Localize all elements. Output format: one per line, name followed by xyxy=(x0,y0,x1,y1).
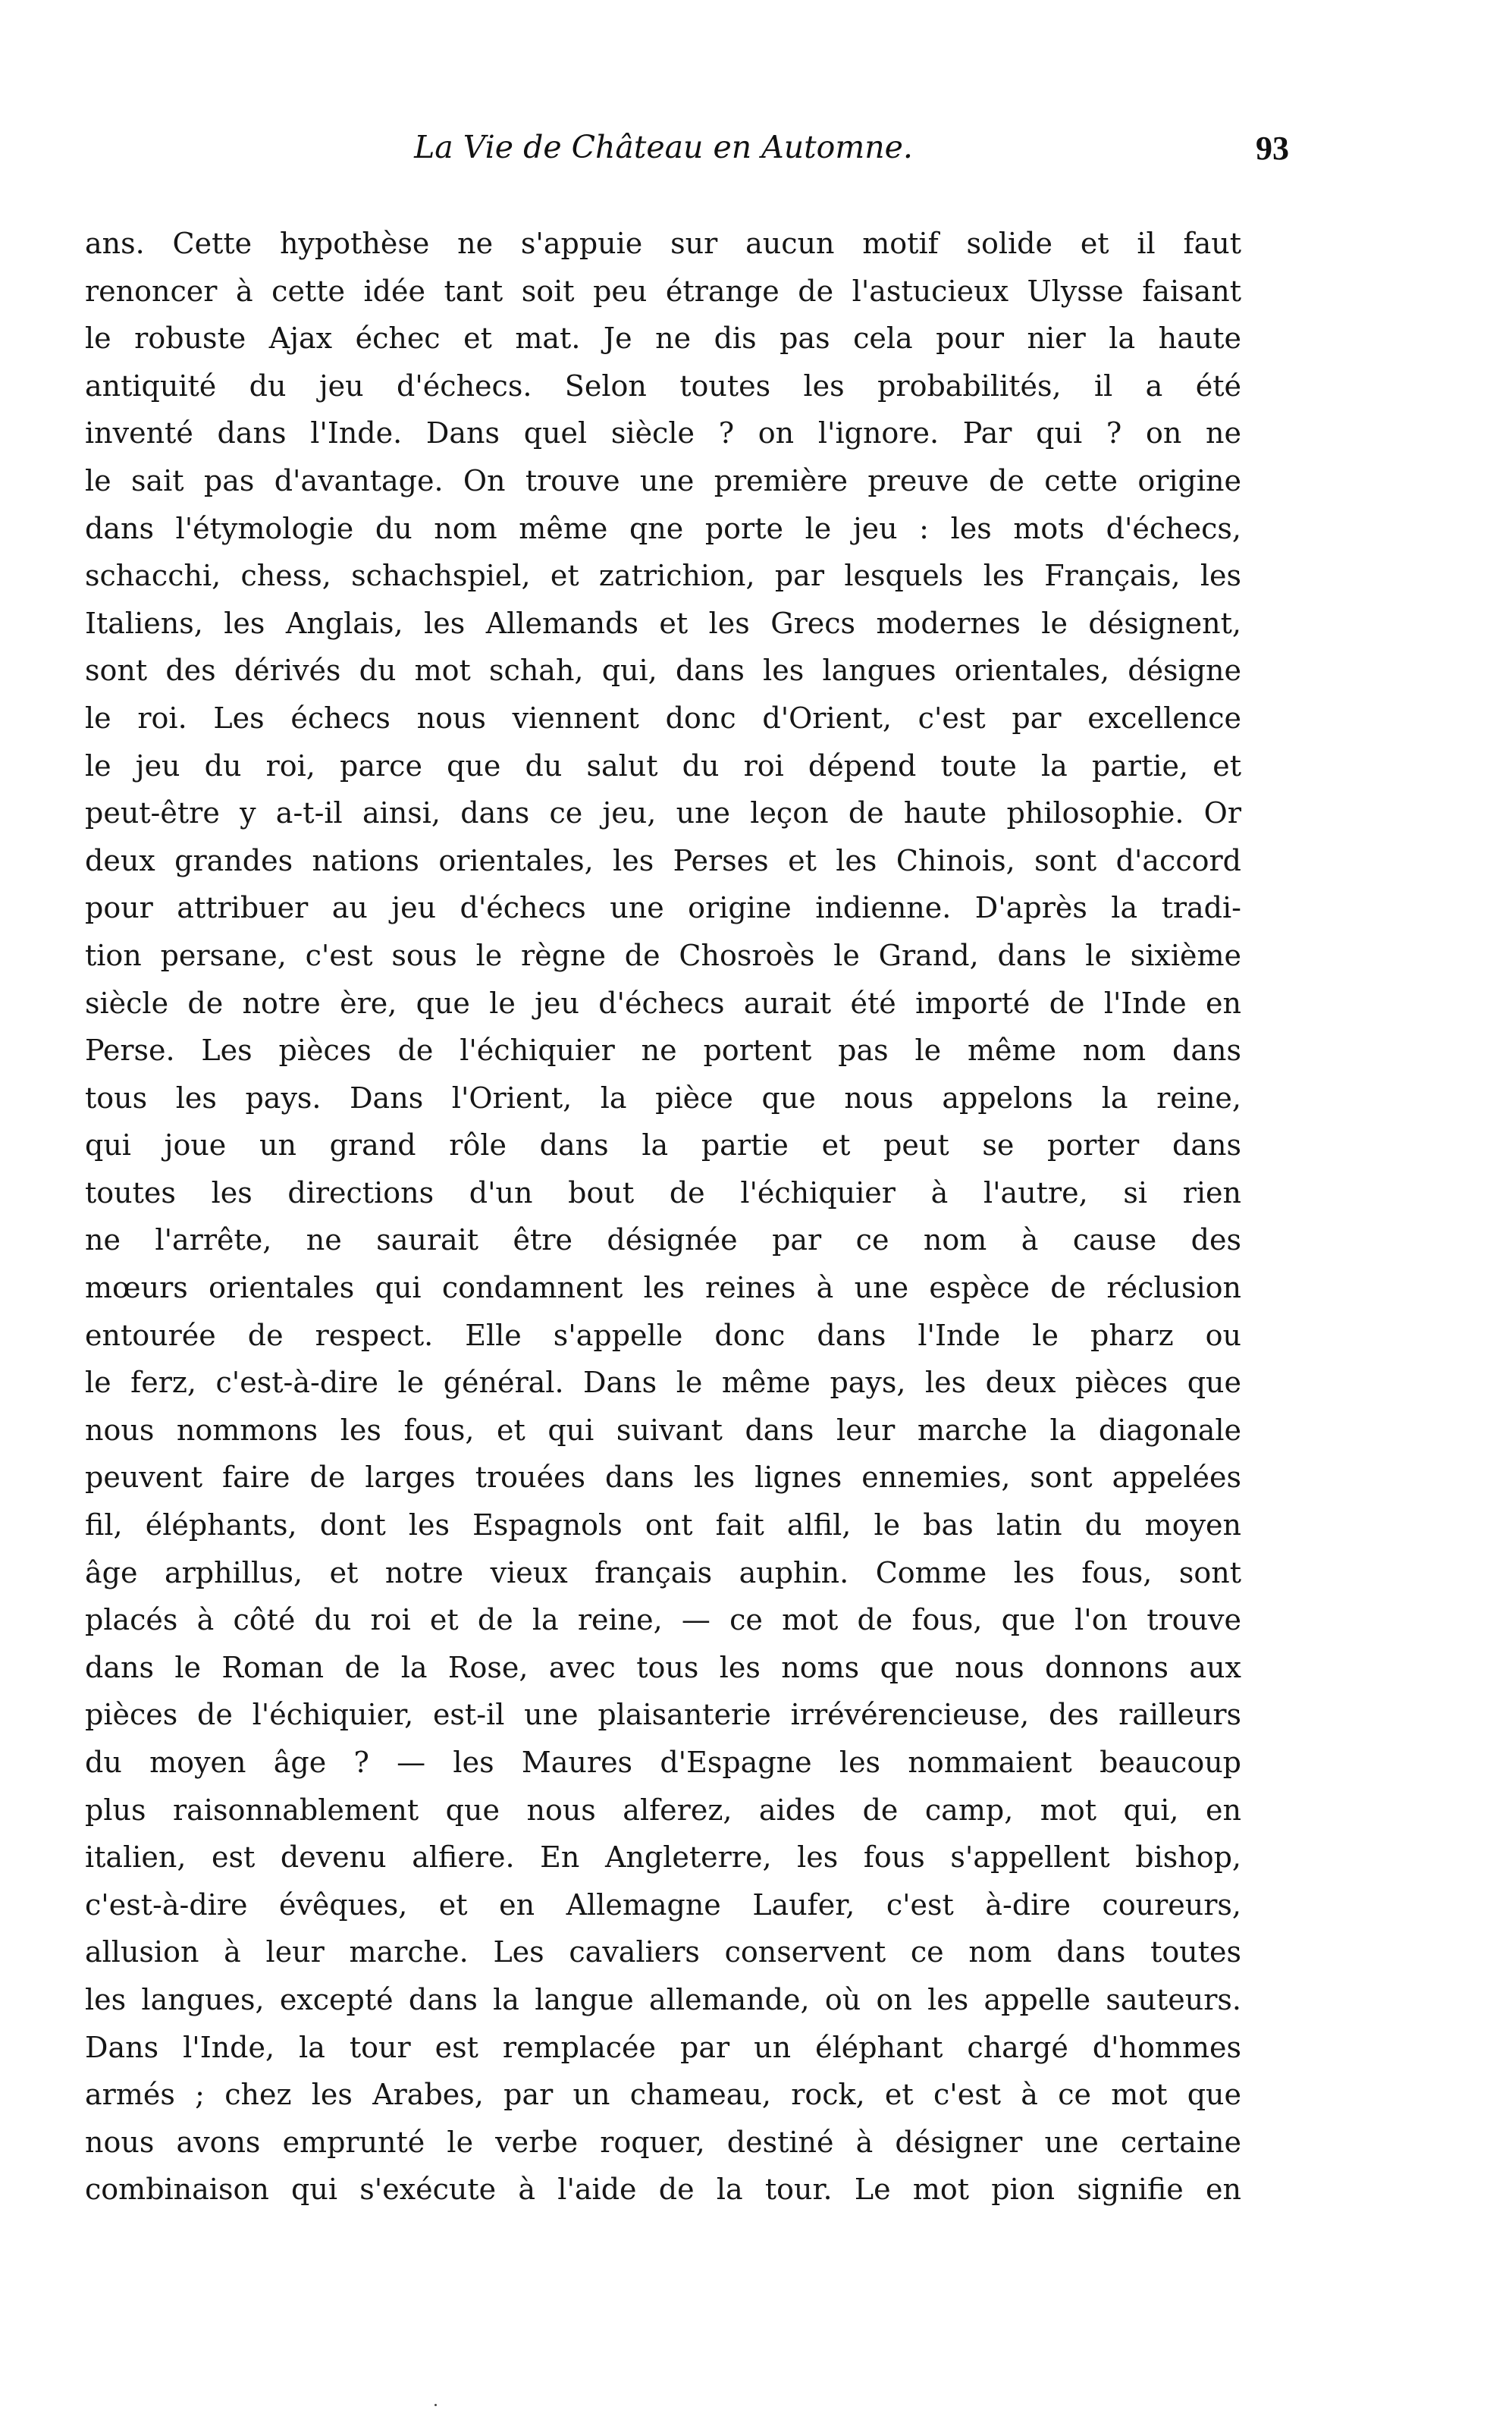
text-line: fil, éléphants, dont les Espagnols ont fait alfil, le bas latin du moyen xyxy=(85,1508,1241,1542)
text-line: tous les pays. Dans l'Orient, la pièce que nous appelons la reine, xyxy=(85,1081,1241,1115)
text-line: les langues, excepté dans la langue allemande, où on les appelle sauteurs. xyxy=(85,1982,1241,2016)
text-line: pièces de l'échiquier, est-il une plaisanterie irrévérencieuse, des railleurs xyxy=(85,1698,1241,1732)
text-line: Perse. Les pièces de l'échiquier ne portent pas le même nom dans xyxy=(85,1034,1241,1068)
text-line: âge arphillus, et notre vieux français auphin. Comme les fous, sont xyxy=(85,1555,1241,1589)
text-line: schacchi, chess, schachspiel, et zatrichion, par lesquels les Français, les xyxy=(85,559,1241,593)
page-number: 93 xyxy=(1256,130,1289,167)
text-line: plus raisonnablement que nous alferez, aides de camp, mot qui, en xyxy=(85,1793,1241,1827)
text-line: allusion à leur marche. Les cavaliers conservent ce nom dans toutes xyxy=(85,1935,1241,1969)
text-line: Italiens, les Anglais, les Allemands et les Grecs modernes le désignent, xyxy=(85,606,1241,640)
text-line: renoncer à cette idée tant soit peu étrange de l'astucieux Ulysse faisant xyxy=(85,274,1241,308)
text-line: combinaison qui s'exécute à l'aide de la tour. Le mot pion signifie en xyxy=(85,2173,1241,2207)
text-line: c'est-à-dire évêques, et en Allemagne Laufer, c'est à-dire coureurs, xyxy=(85,1887,1241,1922)
text-line: mœurs orientales qui condamnent les reines à une espèce de réclusion xyxy=(85,1271,1241,1305)
text-line: le jeu du roi, parce que du salut du roi dépend toute la partie, et xyxy=(85,748,1241,783)
text-line: dans le Roman de la Rose, avec tous les noms que nous donnons aux xyxy=(85,1650,1241,1684)
text-line: sont des dérivés du mot schah, qui, dans les langues orientales, désigne xyxy=(85,654,1241,688)
text-line: le ferz, c'est-à-dire le général. Dans le même pays, les deux pièces que xyxy=(85,1366,1241,1400)
paper-speck xyxy=(434,2404,437,2406)
text-line: entourée de respect. Elle s'appelle donc dans l'Inde le pharz ou xyxy=(85,1318,1241,1352)
text-line: Dans l'Inde, la tour est remplacée par un éléphant chargé d'hommes xyxy=(85,2030,1241,2064)
text-line: toutes les directions d'un bout de l'échiquier à l'autre, si rien xyxy=(85,1175,1241,1210)
text-line: du moyen âge ? — les Maures d'Espagne les nommaient beaucoup xyxy=(85,1746,1241,1779)
text-line: siècle de notre ère, que le jeu d'échecs aurait été importé de l'Inde en xyxy=(85,986,1241,1020)
text-line: nous nommons les fous, et qui suivant dans leur marche la diagonale xyxy=(85,1413,1241,1447)
text-line: peuvent faire de larges trouées dans les lignes ennemies, sont appelées xyxy=(85,1461,1241,1495)
text-line: pour attribuer au jeu d'échecs une origine indienne. D'après la tradi- xyxy=(85,891,1241,925)
text-line: qui joue un grand rôle dans la partie et peut se porter dans xyxy=(85,1128,1241,1163)
text-line: ne l'arrête, ne saurait être désignée par ce nom à cause des xyxy=(85,1223,1241,1257)
text-line: armés ; chez les Arabes, par un chameau, rock, et c'est à ce mot que xyxy=(85,2078,1241,2112)
text-line: antiquité du jeu d'échecs. Selon toutes les probabilités, il a été xyxy=(85,369,1241,403)
page-header xyxy=(83,129,1289,174)
running-title: La Vie de Château en Automne. xyxy=(414,129,913,165)
text-line: nous avons emprunté le verbe roquer, destiné à désigner une certaine xyxy=(85,2125,1241,2159)
text-line: italien, est devenu alfiere. En Angleterre, les fous s'appellent bishop, xyxy=(85,1840,1241,1875)
text-line: inventé dans l'Inde. Dans quel siècle ? on l'ignore. Par qui ? on ne xyxy=(85,416,1241,450)
text-line: tion persane, c'est sous le règne de Chosroès le Grand, dans le sixième xyxy=(85,938,1241,972)
text-line: le robuste Ajax échec et mat. Je ne dis pas cela pour nier la haute xyxy=(85,322,1241,356)
body-text xyxy=(85,220,1241,2214)
text-line: placés à côté du roi et de la reine, — ce mot de fous, que l'on trouve xyxy=(85,1603,1241,1637)
text-line: deux grandes nations orientales, les Perses et les Chinois, sont d'accord xyxy=(85,843,1241,877)
text-line: le sait pas d'avantage. On trouve une première preuve de cette origine xyxy=(85,463,1241,497)
text-line: peut-être y a-t-il ainsi, dans ce jeu, une leçon de haute philosophie. Or xyxy=(85,796,1241,830)
text-line: le roi. Les échecs nous viennent donc d'Orient, c'est par excellence xyxy=(85,701,1241,735)
text-line: ans. Cette hypothèse ne s'appuie sur aucun motif solide et il faut xyxy=(85,227,1241,260)
text-line: dans l'étymologie du nom même qne porte le jeu : les mots d'échecs, xyxy=(85,511,1241,545)
